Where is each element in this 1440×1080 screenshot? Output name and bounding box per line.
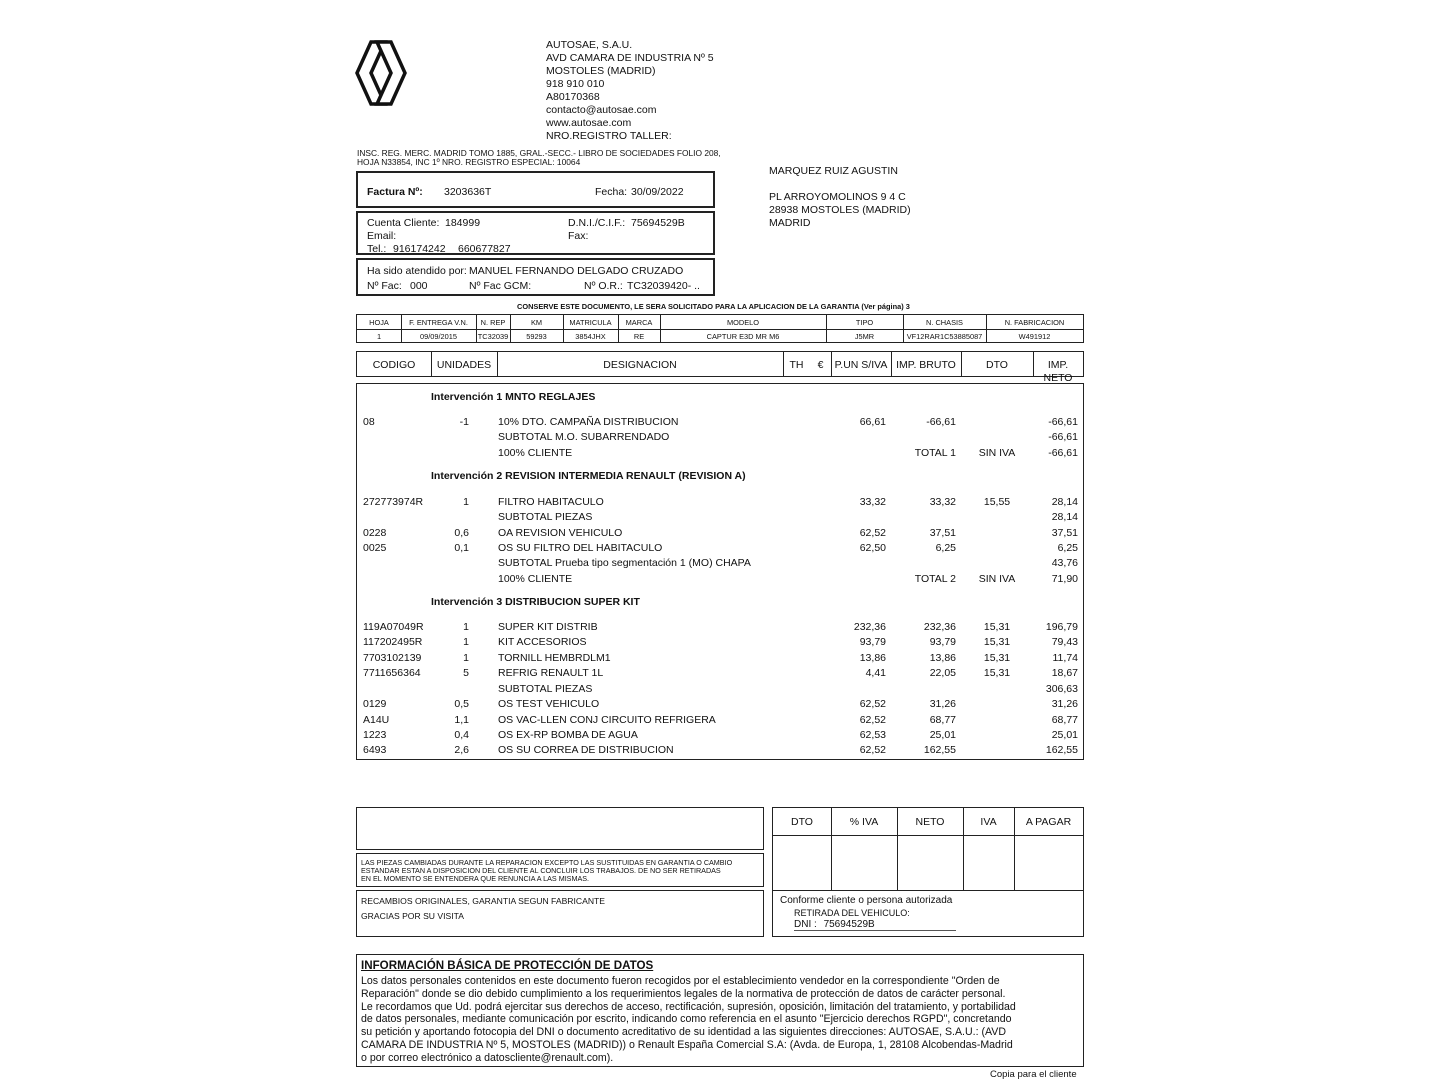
totals-header: NETO [915,816,945,828]
tel-2: 660677827 [458,243,511,255]
renault-logo [355,40,407,106]
row-desc: OS TEST VEHICULO [498,698,600,710]
row-units: 1 [463,652,469,664]
row-neto: 28,14 [1051,496,1078,508]
conformity-line: RETIRADA DEL VEHICULO: [794,908,910,918]
row-dto: 15,55 [983,496,1011,508]
row-code: 0228 [363,527,387,539]
vehicle-value-cell: 1 [376,332,382,341]
row-neto: 71,90 [1051,573,1078,585]
totals-header: A PAGAR [1025,816,1072,828]
row-desc: SUBTOTAL M.O. SUBARRENDADO [498,431,670,443]
conformity-line: Conforme cliente o persona autorizada [780,895,953,906]
column-header: IMP. NETO [1043,359,1073,384]
vehicle-value-cell: RE [633,332,645,341]
row-pun: 66,61 [859,416,886,428]
totals-header: % IVA [849,816,879,828]
fax-label: Fax: [568,230,589,242]
row-code: 1223 [363,729,387,741]
intervention-title: Intervención 3 DISTRIBUCION SUPER KIT [431,596,640,608]
row-code: 0025 [363,542,387,554]
row-desc: 100% CLIENTE [498,447,573,459]
row-pun: 62,52 [859,744,886,756]
row-code: 119A07049R [363,621,424,633]
row-desc: SUPER KIT DISTRIB [498,621,598,633]
row-neto: 31,26 [1051,698,1078,710]
row-units: 0,6 [454,527,469,539]
row-bruto: 25,01 [929,729,956,741]
row-desc: REFRIG RENAULT 1L [498,667,604,679]
vehicle-value-cell: 09/09/2015 [420,332,457,341]
vehicle-header-cell: N. FABRICACION [1004,318,1065,327]
row-dto: SIN IVA [978,447,1016,459]
nfac-label: Nº Fac: [367,280,402,292]
company-info [546,39,714,143]
intervention-title: Intervención 2 REVISION INTERMEDIA RENAULT (REVISION A) [431,470,746,482]
warranty-note: CONSERVE ESTE DOCUMENTO, LE SERA SOLICITADO PARA LA APLICACION DE LA GARANTIA (Ver página) 3 [517,302,910,311]
registry-line: HOJA N33854, INC 1º NRO. REGISTRO ESPECIAL: 10064 [357,157,581,167]
items-body [356,383,1084,760]
privacy-line: o por correo electrónico a datoscliente@renault.com). [361,1051,614,1064]
privacy-line: su petición y aportando fotocopia del DNI o documento acreditativo de su identidad a las siguientes direcciones: AUTOSAE, S.A.U.: (AVD [361,1026,1007,1039]
vehicle-value-cell: TC32039 [477,332,509,341]
row-neto: 11,74 [1052,652,1078,664]
customer-address-line: PL ARROYOMOLINOS 9 4 C [769,191,906,203]
row-code: 08 [363,416,375,428]
vehicle-header-cell: TIPO [855,318,874,327]
row-bruto: 162,55 [923,744,956,756]
registry-line: INSC. REG. MERC. MADRID TOMO 1885, GRAL.-SECC.- LIBRO DE SOCIEDADES FOLIO 208, [357,148,721,158]
row-bruto: 31,26 [929,698,956,710]
row-neto: 162,55 [1045,744,1078,756]
row-bruto: 93,79 [929,636,956,648]
row-pun: 62,52 [859,714,886,726]
row-units: 5 [463,667,469,679]
company-line: AUTOSAE, S.A.U. [546,39,633,51]
totals-header: IVA [980,816,997,828]
row-desc: SUBTOTAL PIEZAS [498,511,593,523]
row-pun: 232,36 [853,621,886,633]
tel-1: 916174242 [393,243,446,255]
row-pun: 62,50 [859,542,886,554]
row-desc: TORNILL HEMBRDLM1 [498,652,611,664]
row-desc: OS SU FILTRO DEL HABITACULO [498,542,663,554]
parts-notice-box [356,853,764,887]
row-code: 0129 [363,698,387,710]
row-dto: 15,31 [983,652,1011,664]
parts-notice-line: EN EL MOMENTO SE ENTENDERA QUE RENUNCIA A LAS MISMAS. [361,874,590,884]
copy-note: Copia para el cliente [990,1069,1077,1080]
row-bruto: 22,05 [929,667,956,679]
company-line: contacto@autosae.com [546,104,657,116]
row-bruto: -66,61 [926,416,956,428]
items-header [356,351,1084,384]
row-desc: OS EX-RP BOMBA DE AGUA [498,729,638,741]
vehicle-table [356,314,1084,343]
parts-notice-line: LAS PIEZAS CAMBIADAS DURANTE LA REPARACION EXCEPTO LAS SUSTITUIDAS EN GARANTIA O CAMBIO [361,858,733,867]
company-line: MOSTOLES (MADRID) [546,65,656,77]
row-neto: 18,67 [1051,667,1078,679]
attended-box [356,258,715,296]
vehicle-value-cell: J5MR [854,332,875,341]
attended-label: Ha sido atendido por: [367,265,467,277]
vehicle-value-cell: VF12RAR1C53885087 [906,332,983,341]
column-header: € [817,359,824,371]
column-header: TH [789,359,804,371]
row-desc: FILTRO HABITACULO [498,496,604,508]
privacy-text [361,975,1016,1065]
account-number: 184999 [445,217,481,229]
company-line: NRO.REGISTRO TALLER: [546,130,672,142]
row-neto: 37,51 [1051,527,1078,539]
footer-notes-box [356,890,764,937]
customer-name: MARQUEZ RUIZ AGUSTIN [769,165,898,177]
row-code: 6493 [363,744,387,756]
row-code: A14U [363,714,390,726]
row-neto: -66,61 [1048,447,1078,459]
vehicle-header-cell: MARCA [625,318,653,327]
registry-info [357,149,721,167]
row-bruto: 6,25 [935,542,956,554]
row-bruto: 68,77 [929,714,956,726]
column-header: UNIDADES [436,359,492,371]
row-desc: SUBTOTAL Prueba tipo segmentación 1 (MO) CHAPA [498,557,751,569]
conformity-dni-value: 75694529B [823,919,875,930]
vehicle-value-cell: CAPTUR E3D MR M6 [706,332,780,341]
account-label: Cuenta Cliente: [367,217,440,229]
parts-notice [361,859,732,884]
privacy-title: INFORMACIÓN BÁSICA DE PROTECCIÓN DE DATOS [361,959,654,972]
row-pun: 4,41 [865,667,886,679]
row-neto: -66,61 [1048,431,1078,443]
privacy-line: Reparación" donde se dio debido cumplimiento a los requerimientos legales de la normativa de protección de datos de carácter personal. [361,987,1006,1000]
row-code: 117202495R [363,636,423,648]
customer-address-line: MADRID [769,217,811,229]
vehicle-value-cell: 3854JHX [575,332,606,341]
parts-notice-line: ESTANDAR ESTAN A DISPOSICION DEL CLIENTE AL CONCLUIR LOS TRABAJOS. DE NO SER RETIRADAS [361,866,721,876]
row-pun: 62,53 [859,729,886,741]
customer-address-line: 28938 MOSTOLES (MADRID) [769,204,911,216]
email-label: Email: [367,230,397,242]
row-bruto: 232,36 [923,621,956,633]
vehicle-header-cell: KM [530,318,543,327]
attended-name: MANUEL FERNANDO DELGADO CRUZADO [469,265,684,277]
row-neto: 306,63 [1045,683,1078,695]
dni-value: 75694529B [631,217,685,229]
privacy-line: CAMARA DE INDUSTRIA Nº 5, MOSTOLES (MADRID)) o Renault España Comercial S.A: (Avda. de Europa, 1, 28108 Alcobendas-Madrid [361,1038,1013,1051]
or-label: Nº O.R.: [584,280,623,292]
company-line: AVD CAMARA DE INDUSTRIA Nº 5 [546,52,714,64]
row-desc: SUBTOTAL PIEZAS [498,683,593,695]
nfac-value: 000 [410,280,428,292]
row-neto: 43,76 [1051,557,1078,569]
dni-label: D.N.I./C.I.F.: [568,217,626,229]
row-desc: OS SU CORREA DE DISTRIBUCION [498,744,674,756]
client-box [356,211,715,255]
vehicle-value-cell: 59293 [526,332,547,341]
company-line: A80170368 [546,91,600,103]
privacy-line: Los datos personales contenidos en este documento fueron recogidos por el establecimiento vendedor en la correspondiente "Orden de [361,975,1000,987]
row-desc: KIT ACCESORIOS [498,636,587,648]
row-units: 0,4 [454,729,469,741]
column-header: CODIGO [372,359,416,371]
privacy-box [356,954,1084,1067]
intervention-title: Intervención 1 MNTO REGLAJES [431,391,596,403]
vehicle-header-cell: N. REP [480,318,506,327]
invoice-date: 30/09/2022 [631,186,684,198]
row-neto: 196,79 [1045,621,1078,633]
row-units: 1 [463,496,469,508]
vehicle-header-cell: N. CHASIS [926,318,963,327]
privacy-line: Le recordamos que Ud. podrá ejercitar sus derechos de acceso, rectificación, supresión, oposición, limitación del tratamiento, y portabilidad [361,1000,1016,1013]
row-bruto: 13,86 [929,652,956,664]
row-dto: 15,31 [983,667,1011,679]
row-units: 0,1 [454,542,469,554]
totals-header: DTO [791,816,813,828]
column-header: DTO [986,359,1008,371]
row-desc: OS VAC-LLEN CONJ CIRCUITO REFRIGERA [498,714,716,726]
row-units: 1,1 [454,714,469,726]
totals-box [772,807,1084,891]
row-pun: 93,79 [859,636,886,648]
row-bruto: TOTAL 1 [914,447,956,459]
notes-box [356,807,764,850]
column-header: P.UN S/IVA [834,359,888,371]
row-units: 0,5 [454,698,469,710]
row-code: 7711656364 [363,667,421,679]
row-desc: OA REVISION VEHICULO [498,527,623,539]
row-neto: 68,77 [1051,714,1078,726]
row-neto: 79,43 [1051,636,1078,648]
company-line: www.autosae.com [546,117,632,129]
footer-note: RECAMBIOS ORIGINALES, GARANTIA SEGUN FABRICANTE [361,896,606,906]
row-pun: 62,52 [859,527,886,539]
column-header: DESIGNACION [603,359,677,371]
row-pun: 33,32 [859,496,886,508]
row-dto: 15,31 [983,636,1011,648]
vehicle-header-cell: HOJA [369,318,389,327]
row-dto: 15,31 [983,621,1011,633]
row-pun: 62,52 [859,698,886,710]
footer-note: GRACIAS POR SU VISITA [361,911,464,921]
row-units: -1 [459,416,469,428]
invoice-number: 3203636T [444,186,492,198]
row-bruto: TOTAL 2 [914,573,956,585]
row-neto: -66,61 [1048,416,1078,428]
row-neto: 25,01 [1051,729,1078,741]
vehicle-header-cell: MODELO [726,318,760,327]
privacy-line: de datos personales, mediante comunicación por escrito, indicando como referencia en el asunto "Ejercicio derechos RGPD", concretando [361,1013,1012,1026]
row-units: 2,6 [454,744,469,756]
row-pun: 13,86 [859,652,886,664]
vehicle-value-cell: W491912 [1018,332,1051,341]
gcm-label: Nº Fac GCM: [469,280,532,292]
invoice-box [356,171,715,208]
row-code: 7703102139 [363,652,422,664]
row-units: 1 [463,621,469,633]
row-units: 1 [463,636,469,648]
row-desc: 100% CLIENTE [498,573,573,585]
row-bruto: 33,32 [929,496,956,508]
row-neto: 28,14 [1051,511,1078,523]
invoice-label: Factura Nº: [367,186,423,198]
vehicle-header-cell: F. ENTREGA V.N. [409,318,468,327]
row-code: 272773974R [363,496,424,508]
customer-address [769,165,911,230]
conformity-dni-label: DNI : [794,919,817,930]
row-neto: 6,25 [1057,542,1078,554]
tel-label: Tel.: [367,243,387,255]
company-line: 918 910 010 [546,78,605,90]
row-desc: 10% DTO. CAMPAÑA DISTRIBUCION [498,416,679,428]
invoice-date-label: Fecha: [595,186,628,198]
conformity-dni [794,919,956,931]
conformity-box [772,890,1084,937]
row-dto: SIN IVA [978,573,1016,585]
or-value: TC32039420- .. [627,280,700,292]
row-bruto: 37,51 [929,527,956,539]
vehicle-header-cell: MATRICULA [569,318,612,327]
column-header: IMP. BRUTO [896,359,956,371]
